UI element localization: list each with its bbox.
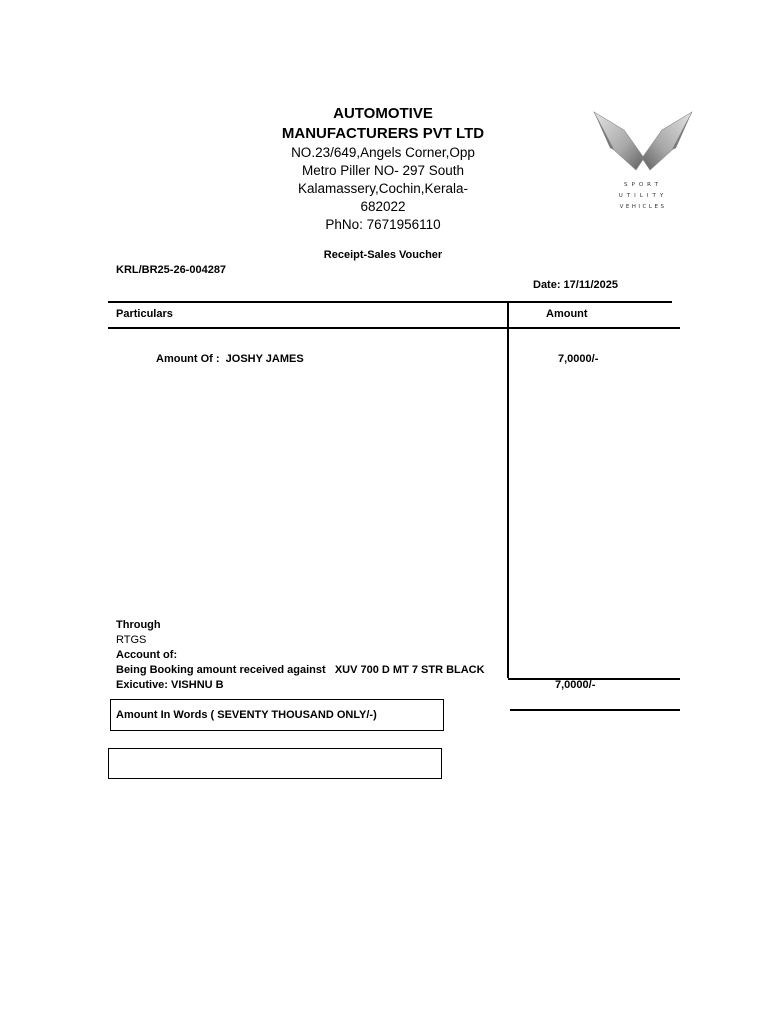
amount-of-label: Amount Of : JOSHY JAMES — [156, 353, 304, 365]
address-line1: NO.23/649,Angels Corner,Opp — [291, 145, 475, 160]
address-line2: Metro Piller NO- 297 South — [301, 163, 465, 178]
logo-text-line1: SPORT — [624, 182, 662, 188]
company-name-line2: MANUFACTURERS PVT LTD — [281, 125, 485, 142]
company-logo — [586, 108, 710, 216]
voucher-date: Date: 17/11/2025 — [533, 279, 619, 291]
amount-total-bottom-line — [510, 709, 680, 711]
header-bottom-line — [108, 327, 680, 329]
address-line3: Kalamassery,Cochin,Kerala- — [297, 181, 469, 196]
address-line4: 682022 — [360, 199, 406, 214]
voucher-number: KRL/BR25-26-004287 — [116, 264, 227, 276]
table-top-line — [108, 301, 672, 303]
through-label: Through — [116, 619, 161, 631]
executive-name: Exicutive: VISHNU B — [116, 679, 224, 691]
logo-emblem-icon — [586, 108, 710, 216]
total-amount: 7,0000/- — [555, 679, 596, 691]
empty-box — [108, 748, 442, 779]
account-of-label: Account of: — [116, 649, 178, 661]
column-divider — [507, 301, 509, 678]
through-value: RTGS — [116, 634, 147, 646]
column-header-amount: Amount — [546, 308, 588, 320]
logo-text-line3: VEHICLES — [619, 204, 667, 210]
booking-description: Being Booking amount received against XUV 700 D MT 7 STR BLACK — [116, 664, 485, 676]
company-header — [250, 104, 516, 234]
company-name-line1: AUTOMOTIVE — [333, 105, 433, 122]
logo-text-line2: UTILITY — [618, 193, 668, 199]
amount-in-words-box — [110, 699, 444, 731]
column-header-particulars: Particulars — [116, 308, 173, 320]
row-amount: 7,0000/- — [558, 353, 599, 365]
voucher-title: Receipt-Sales Voucher — [323, 249, 443, 261]
company-phone: PhNo: 7671956110 — [325, 217, 441, 232]
amount-in-words-text: Amount In Words ( SEVENTY THOUSAND ONLY/-) — [116, 709, 377, 721]
